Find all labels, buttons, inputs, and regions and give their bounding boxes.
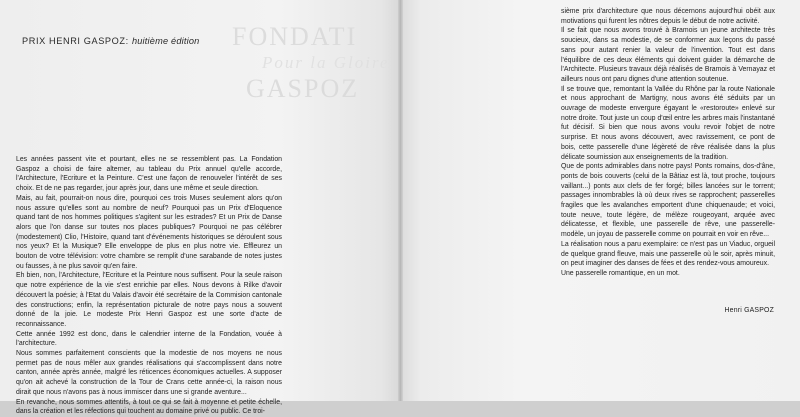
watermark-line-1: FONDATI xyxy=(232,22,358,51)
page-title-edition: huitième édition xyxy=(131,36,200,46)
paragraph: Mais, au fait, pourrait-on nous dire, pourquoi ces trois Muses seulement alors qu'on nous assure qu'elles sont au nombre de neuf? Pourquoi pas un Prix d'Eloquence quand tant de nos hommes politiques s'agitent sur les estrades? Et un Prix de Danse alors que l'on danse sur toutes nos places publiques? Pourquoi ne pas célébrer (modestement) Clio, l'Histoire, quand tant d'événements historiques se déroulent sous nos yeux? Et la Musique? Elle enveloppe de plus en plus notre vie. Effleurez un bouton de votre télévision: votre chambre se remplit d'une sarabande de notes justes ou fausses, à ne plus savoir qu'en faire. xyxy=(16,194,282,270)
left-body-text xyxy=(16,155,282,417)
watermark-line-2: Pour la Gloire xyxy=(262,53,390,72)
book-gutter xyxy=(398,0,403,401)
right-page xyxy=(401,0,800,401)
paragraph: Eh bien, non, l'Architecture, l'Ecriture et la Peinture nous suffisent. Pour la seule raison que notre expérience de la vie s'est enrichie par elles. Nous devons à Rilke d'avoir découvert la poésie; à l'Etat du Valais d'avoir été secrétaire de la Commision cantonale des constructions; enfin, la représentation picturale de notre pays nous a souvent donné de la joie. Le modeste Prix Henri Gaspoz est une sorte d'acte de reconnaissance. xyxy=(16,272,282,328)
paragraph: Cette année 1992 est donc, dans le calendrier interne de la Fondation, vouée à l'architecture. xyxy=(16,330,282,348)
faded-title-watermark xyxy=(232,24,389,102)
author-signature: Henri GASPOZ xyxy=(724,307,774,314)
paragraph: Il se fait que nous avons trouvé à Bramois un jeune architecte très soucieux, dans sa modestie, de se conformer aux leçons du passé sans pour autant renier la valeur de l'invention. Tout est dans l'équilibre de ces deux éléments qui doivent guider la démarche de l'Architecte. Plusieurs travaux déjà réalisés de Bramois à Vernayaz et ailleurs nous ont paru dignes d'une attention soutenue. xyxy=(561,27,775,83)
paragraph: Il se trouve que, remontant la Vallée du Rhône par la route Nationale et nous approchant de Martigny, nous avons été séduits par un ouvrage de modeste envergure égayant le «restoroute» enlevé sur notre droite. Tout juste un coup d'œil entre les arbres mais l'instantané fut décisif. Si bien que nous avons voulu revoir l'objet de notre surprise. Et nous avons découvert, avec ravissement, ce pont de bois, cette passerelle d'une légèreté de rêve réalisée dans la plus délicate soumission aux enseignements de la tradition. xyxy=(561,85,775,161)
page-title-main: PRIX HENRI GASPOZ: xyxy=(22,36,129,46)
right-body-text xyxy=(561,7,775,279)
paragraph: Que de ponts admirables dans notre pays! Ponts romains, dos-d'âne, ponts de bois couverts (celui de la Bâtiaz est là, tout proche, toujours vaillant...) ponts aux clefs de fer forgé; billes lancées sur le torrent; passages innombrables là où deux rives se rapprochent; passerelles fragiles que les avalanches emportent d'une chiquenaude; et voici, toute neuve, toute légère, de mélèze rougeoyant, arquée avec délicatesse, et flexible, une passerelle de rêve, une passerelle-modèle, un joyau de passerelle comme on pourrait en voir en rêve... xyxy=(561,163,775,239)
paragraph: Nous sommes parfaitement conscients que la modestie de nos moyens ne nous permet pas de nous mêler aux grandes réalisations qui s'accomplissent dans notre canton, année après année, malgré les réticences économiques actuelles. A supposer qu'on ait achevé la construction de la Tour de Crans cette année-ci, la raison nous dirait que nous n'avons pas à nous immiscer dans une si grande aventure... xyxy=(16,350,282,396)
paragraph: Une passerelle romantique, en un mot. xyxy=(561,269,680,277)
paragraph: Les années passent vite et pourtant, elles ne se ressemblent pas. La Fondation Gaspoz a choisi de faire alterner, au tableau du Prix annuel qu'elle accorde, l'Architecture, l'Ecriture et la Peinture. C'est une façon de renouveler l'intérêt de ses choix. Et de ne pas regarder, jour après jour, dans une même et seule direction. xyxy=(16,156,282,193)
page-title xyxy=(22,36,200,46)
watermark-line-3: GASPOZ xyxy=(246,74,360,103)
paragraph: sième prix d'architecture que nous décernons aujourd'hui obéit aux motivations qui furent les nôtres depuis le début de notre activité. xyxy=(561,8,775,25)
paragraph: La réalisation nous a paru exemplaire: ce n'est pas un Viaduc, orgueil de quelque grand fleuve, mais une passerelle où le soir, après minuit, on peut imaginer des danses de fées et des rendez-vous amoureux. xyxy=(561,240,775,268)
paragraph: En revanche, nous sommes attentifs, à tout ce qui se fait à moyenne et petite échelle, dans la création et les réfections qui touchent au domaine privé ou public. Ce troi- xyxy=(16,398,282,416)
